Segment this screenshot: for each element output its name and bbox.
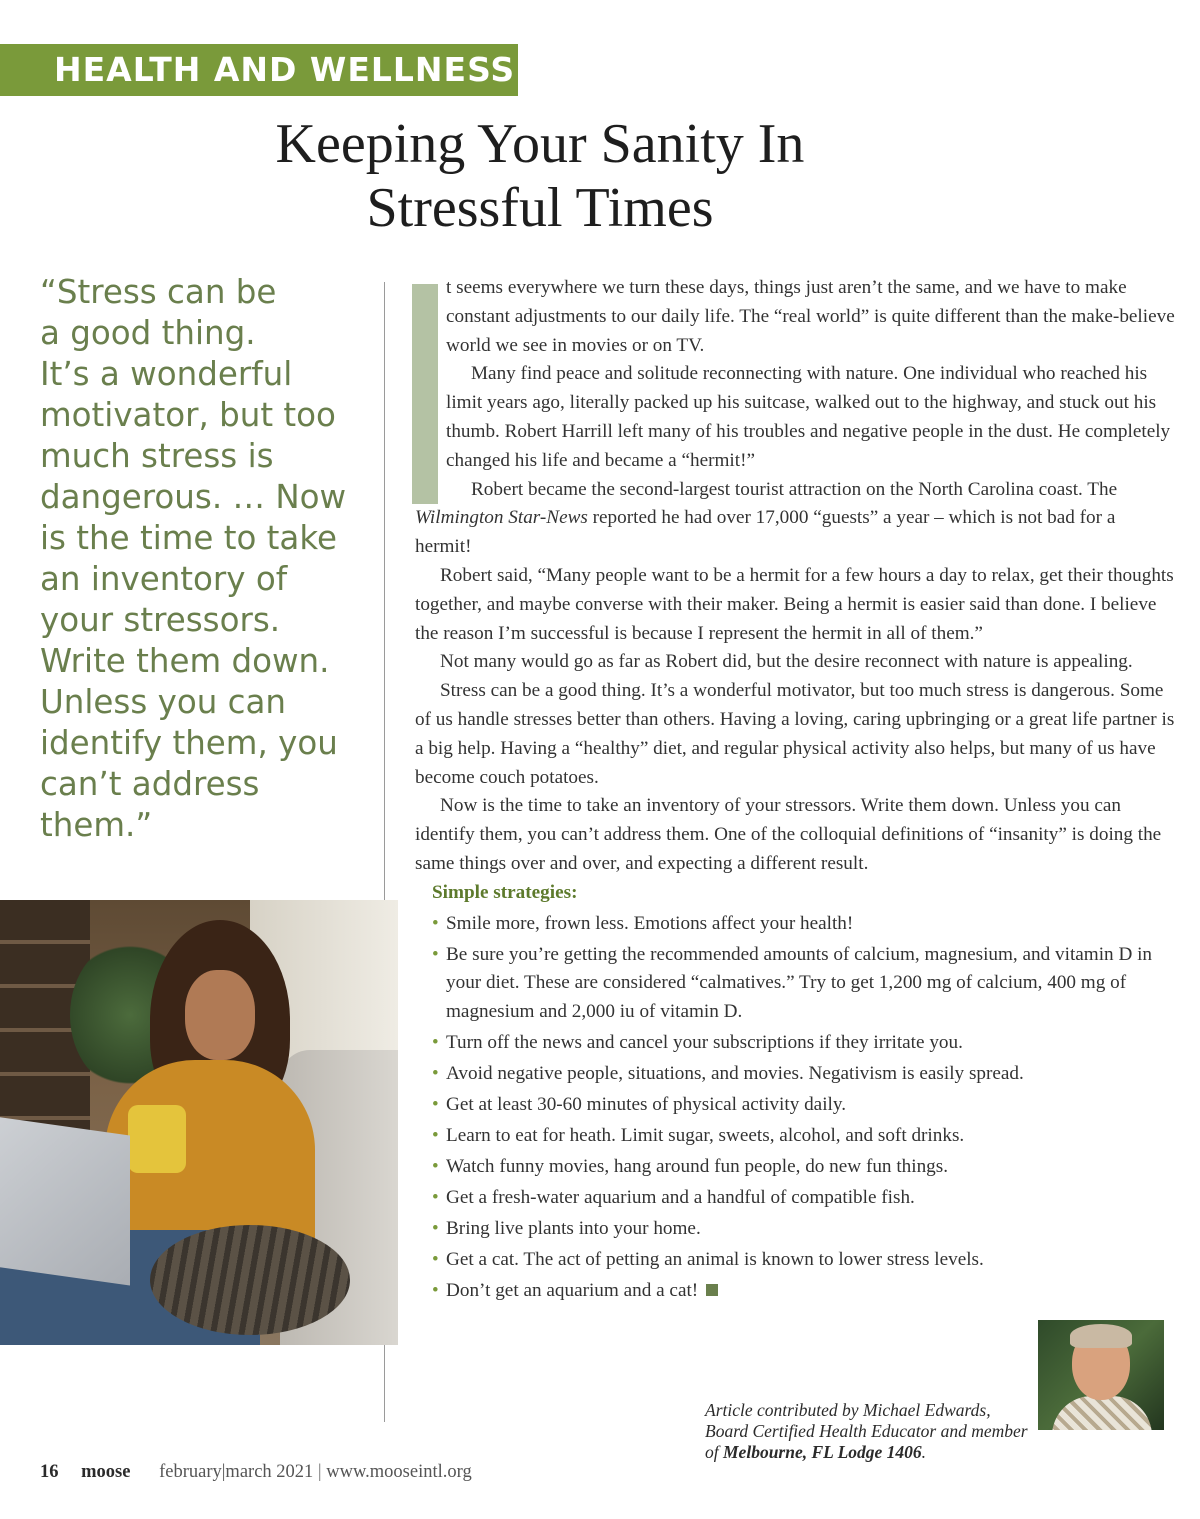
- headline-line-1: Keeping Your Sanity In: [275, 113, 805, 175]
- list-item: • Don’t get an aquarium and a cat!: [432, 1277, 1175, 1306]
- woman-with-cat-photo: [0, 900, 398, 1345]
- end-mark-icon: [706, 1284, 718, 1296]
- pull-quote: [40, 272, 380, 846]
- pull-quote-line: Unless you can: [40, 683, 287, 721]
- author-photo: [1038, 1320, 1164, 1430]
- bullet-icon: •: [432, 1187, 439, 1209]
- article-paragraph: Many find peace and solitude reconnecting with nature. One individual who reached his limit years ago, literally packed up his suitcase, walked out to the highway, and stuck out his thumb. Robert Harrill left many of his troubles and negative people in the dust. He completely changed his life and became a “hermit!”: [446, 363, 1171, 471]
- article-paragraph: Now is the time to take an inventory of your stressors. Write them down. Unless you can identify them, you can’t address them. One of the colloquial definitions of “insanity” is doing the same things over and over, and expecting a different result.: [415, 795, 1162, 874]
- publication-name: Wilmington Star-News: [415, 507, 588, 529]
- pull-quote-line: them.”: [40, 806, 153, 844]
- drop-cap-i: [412, 284, 438, 504]
- pull-quote-line: Write them down.: [40, 642, 330, 680]
- pull-quote-line: can’t address: [40, 765, 260, 803]
- author-shirt: [1052, 1396, 1152, 1430]
- page-footer: [40, 1462, 640, 1483]
- pull-quote-line: your stressors.: [40, 601, 281, 639]
- pull-quote-line: an inventory of: [40, 560, 288, 598]
- article-paragraph: Stress can be a good thing. It’s a wonderful motivator, but too much stress is dangerous. Some of us handle stresses better than others. Having a loving, caring upbringing or a great life partner is a big help. Having a “healthy” diet, and regular physical activity also helps, but many of us have become couch potatoes.: [415, 680, 1175, 788]
- list-item: • Get at least 30-60 minutes of physical activity daily.: [432, 1091, 1175, 1120]
- yellow-mug: [128, 1105, 186, 1173]
- pull-quote-line: a good thing.: [40, 314, 256, 352]
- section-label: HEALTH AND WELLNESS: [54, 50, 516, 89]
- author-hair: [1070, 1324, 1132, 1348]
- magazine-name: moose: [81, 1462, 131, 1482]
- laptop: [0, 1114, 130, 1285]
- author-byline: Article contributed by Michael Edwards, Board Certified Health Educator and member of Melbourne, FL Lodge 1406.: [705, 1400, 1028, 1462]
- pull-quote-line: dangerous. … Now: [40, 478, 347, 516]
- bullet-icon: •: [432, 1032, 439, 1054]
- footer-separator: |: [317, 1462, 322, 1482]
- article-paragraph: Robert said, “Many people want to be a hermit for a few hours a day to relax, get their thoughts together, and maybe converse with their maker. Being a hermit is easier said than done. I believe the reason I’m successful is because I represent the hermit in all of them.”: [415, 564, 1174, 644]
- bullet-icon: •: [432, 1156, 439, 1178]
- list-item: • Get a cat. The act of petting an animal is known to lower stress levels.: [432, 1246, 1175, 1275]
- article-body: [415, 274, 1175, 1308]
- bullet-icon: •: [432, 1125, 439, 1147]
- pull-quote-line: “Stress can be: [40, 273, 277, 311]
- woman-face: [185, 970, 255, 1060]
- bullet-icon: •: [432, 1094, 439, 1116]
- article-paragraph: t seems everywhere we turn these days, things just aren’t the same, and we have to make constant adjustments to our daily life. The “real world” is quite different than the make-believe world we see in movies or on TV.: [415, 274, 1175, 360]
- lodge-name: Melbourne, FL Lodge 1406: [723, 1442, 922, 1462]
- list-item: • Watch funny movies, hang around fun people, do new fun things.: [432, 1153, 1175, 1182]
- pull-quote-line: is the time to take: [40, 519, 337, 557]
- headline-line-2: Stressful Times: [366, 177, 714, 239]
- bullet-icon: •: [432, 1218, 439, 1239]
- list-item: • Be sure you’re getting the recommended amounts of calcium, magnesium, and vitamin D in your diet. These are considered “calmatives.” Try to get 1,200 mg of calcium, 400 mg of magnesium and 2,000 iu of vitamin D.: [432, 941, 1175, 1027]
- section-banner: [0, 44, 518, 96]
- list-item: • Smile more, frown less. Emotions affect your health!: [432, 910, 1175, 939]
- pull-quote-line: motivator, but too: [40, 396, 336, 434]
- pull-quote-line: identify them, you: [40, 724, 338, 762]
- list-item: • Bring live plants into your home.: [432, 1215, 1175, 1244]
- article-headline: [130, 112, 950, 240]
- strategies-list: [415, 910, 1175, 1306]
- bullet-icon: •: [432, 1279, 439, 1301]
- bullet-icon: •: [432, 912, 439, 934]
- tabby-cat: [150, 1225, 350, 1335]
- website-link[interactable]: www.mooseintl.org: [326, 1462, 472, 1482]
- bullet-icon: •: [432, 1063, 439, 1085]
- page-number: 16: [40, 1462, 59, 1482]
- article-paragraph: Not many would go as far as Robert did, but the desire reconnect with nature is appealing.: [440, 651, 1133, 673]
- list-item: • Get a fresh-water aquarium and a handful of compatible fish.: [432, 1184, 1175, 1213]
- bullet-icon: •: [432, 943, 439, 965]
- issue-date: february|march 2021: [159, 1462, 314, 1482]
- article-paragraph: Robert became the second-largest tourist attraction on the North Carolina coast. The Wilmington Star-News reported he had over 17,000 “guests” a year – which is not bad for a hermit!: [415, 478, 1118, 558]
- bullet-icon: •: [432, 1248, 439, 1270]
- list-item: • Avoid negative people, situations, and movies. Negativism is easily spread.: [432, 1060, 1175, 1089]
- list-item: • Learn to eat for heath. Limit sugar, sweets, alcohol, and soft drinks.: [432, 1122, 1175, 1151]
- pull-quote-line: much stress is: [40, 437, 274, 475]
- strategies-heading: Simple strategies:: [432, 881, 578, 903]
- pull-quote-line: It’s a wonderful: [40, 355, 293, 393]
- list-item: • Turn off the news and cancel your subscriptions if they irritate you.: [432, 1029, 1175, 1058]
